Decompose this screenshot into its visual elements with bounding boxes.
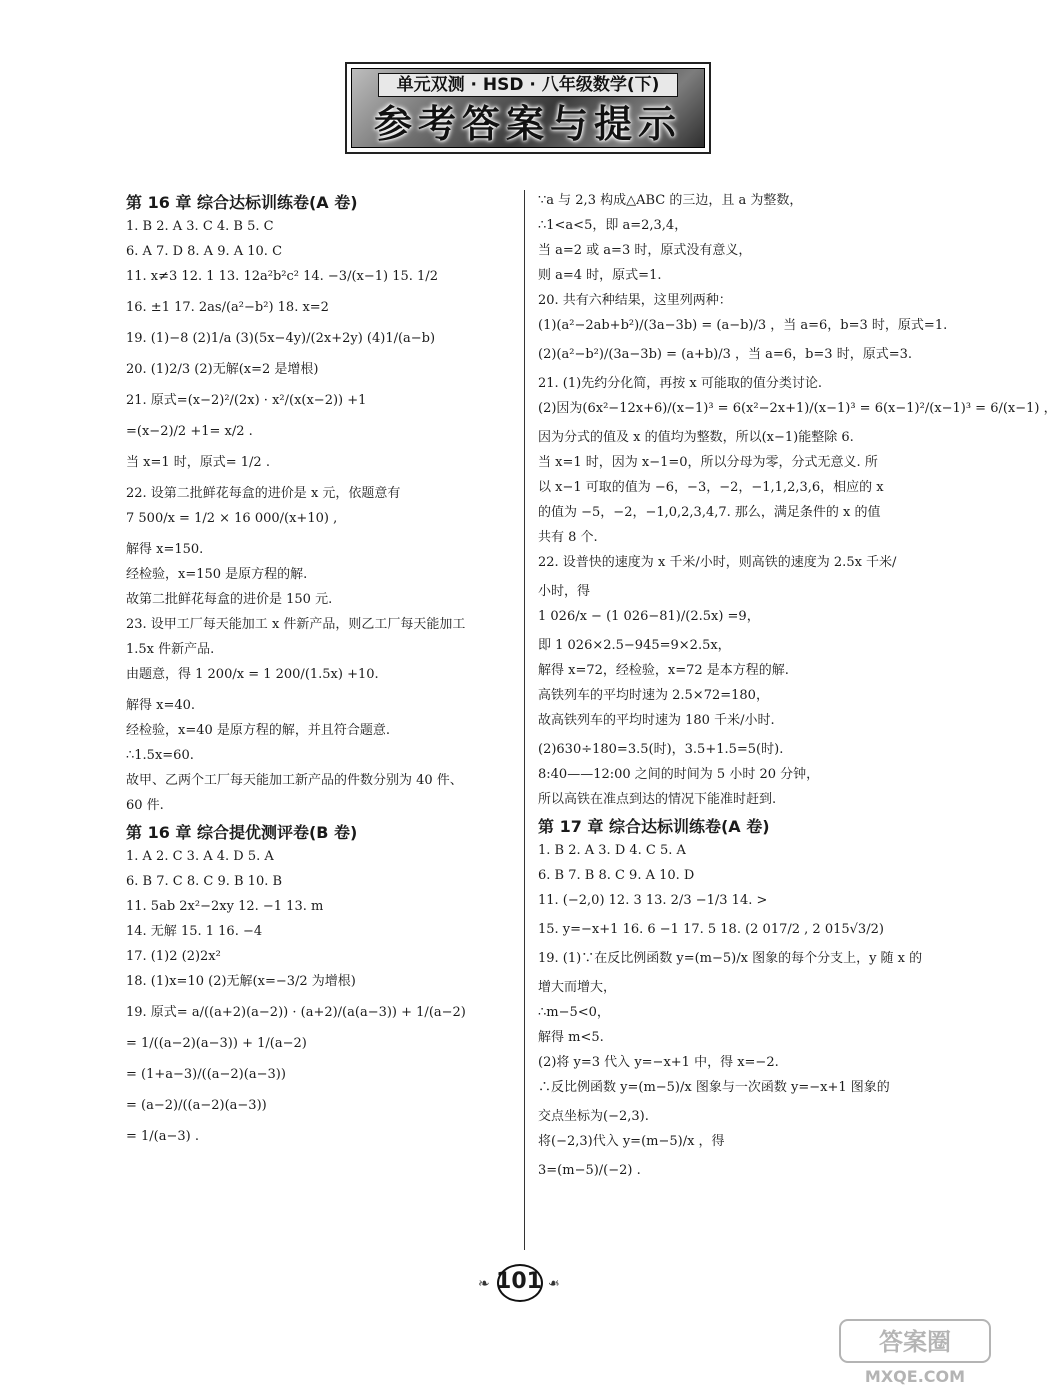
answer-line: 19. (1)∵在反比例函数 y=(m−5)/x 图象的每个分支上，y 随 x 的 xyxy=(538,951,923,966)
answer-line: 1. B 2. A 3. D 4. C 5. A xyxy=(538,843,686,858)
answer-line: 所以高铁在准点到达的情况下能准时赶到. xyxy=(538,792,777,807)
answer-line: 即 1 026×2.5−945=9×2.5x， xyxy=(538,638,731,653)
answer-line: 6. A 7. D 8. A 9. A 10. C xyxy=(126,244,283,259)
answer-line: 1 026/x − (1 026−81)/(2.5x) =9， xyxy=(538,609,760,624)
answer-line: 20. 共有六种结果，这里列两种： xyxy=(538,293,732,308)
page-ornament-left-icon: ❧ xyxy=(478,1276,490,1292)
answer-line: (2)630÷180=3.5(时)，3.5+1.5=5(时). xyxy=(538,742,784,757)
answer-line: 共有 8 个. xyxy=(538,530,598,545)
answer-line: 当 x=1 时，原式= 1/2 . xyxy=(126,455,270,470)
answer-line: 19. 原式= a/((a+2)(a−2)) · (a+2)/(a(a−3)) + 1/(a−2) xyxy=(126,1005,466,1020)
watermark-logo xyxy=(836,1316,996,1388)
answer-line: 11. (−2,0) 12. 3 13. 2/3 −1/3 14. > xyxy=(538,893,768,908)
answer-line: 当 x=1 时，因为 x−1=0，所以分母为零，分式无意义. 所 xyxy=(538,455,878,470)
svg-text:MXQE.COM: MXQE.COM xyxy=(864,1367,966,1386)
answer-line: 经检验，x=150 是原方程的解. xyxy=(126,567,308,582)
answer-line: 6. B 7. B 8. C 9. A 10. D xyxy=(538,868,695,883)
section-heading: 第 16 章 综合达标训练卷(A 卷) xyxy=(126,193,358,212)
answer-line: 解得 x=150. xyxy=(126,542,204,557)
svg-text:答案圈: 答案圈 xyxy=(879,1328,951,1356)
answer-line: 故甲、乙两个工厂每天能加工新产品的件数分别为 40 件、 xyxy=(126,773,463,788)
answer-line: 当 a=2 或 a=3 时，原式没有意义， xyxy=(538,243,752,258)
answer-line: 6. B 7. C 8. C 9. B 10. B xyxy=(126,874,283,889)
answer-line: 则 a=4 时，原式=1. xyxy=(538,268,662,283)
answer-line: 60 件. xyxy=(126,798,164,813)
answer-line: (2)将 y=3 代入 y=−x+1 中，得 x=−2. xyxy=(538,1055,779,1070)
header-banner xyxy=(345,62,711,154)
answer-line: 22. 设第二批鲜花每盒的进价是 x 元，依题意有 xyxy=(126,486,401,501)
answer-line: 高铁列车的平均时速为 2.5×72=180， xyxy=(538,688,769,703)
answer-line: = 1/(a−3) . xyxy=(126,1129,199,1144)
answer-line: 增大而增大， xyxy=(538,980,617,995)
answer-line: (1)(a²−2ab+b²)/(3a−3b) = (a−b)/3 ，当 a=6，b=3 时，原式=1. xyxy=(538,318,948,333)
answer-line: (2)(a²−b²)/(3a−3b) = (a+b)/3 ，当 a=6，b=3 时，原式=3. xyxy=(538,347,912,362)
answer-line: ∴m−5<0， xyxy=(538,1005,610,1020)
answer-line: = (1+a−3)/((a−2)(a−3)) xyxy=(126,1067,286,1082)
banner-title: 参考答案与提示 xyxy=(373,102,682,146)
answer-line: 故高铁列车的平均时速为 180 千米/小时. xyxy=(538,713,775,728)
answer-line: 11. x≠3 12. 1 13. 12a²b²c² 14. −3/(x−1) 15. 1/2 xyxy=(126,269,438,284)
answer-line: 3=(m−5)/(−2) . xyxy=(538,1163,641,1178)
answer-line: 故第二批鲜花每盒的进价是 150 元. xyxy=(126,592,333,607)
answer-line: 21. (1)先约分化简，再按 x 可能取的值分类讨论. xyxy=(538,376,822,391)
answer-line: = (a−2)/((a−2)(a−3)) xyxy=(126,1098,267,1113)
answer-line: (2)因为(6x²−12x+6)/(x−1)³ = 6(x²−2x+1)/(x−1)³ = 6(x−1)²/(x−1)³ = 6/(x−1) ， xyxy=(538,401,1057,416)
answer-line: 1. A 2. C 3. A 4. D 5. A xyxy=(126,849,274,864)
answer-line: 因为分式的值及 x 的值均为整数，所以(x−1)能整除 6. xyxy=(538,430,854,445)
answer-line: 1.5x 件新产品. xyxy=(126,642,215,657)
answer-line: 16. ±1 17. 2as/(a²−b²) 18. x=2 xyxy=(126,300,329,315)
answer-line: 由题意，得 1 200/x = 1 200/(1.5x) +10. xyxy=(126,667,379,682)
answer-line: 18. (1)x=10 (2)无解(x=−3/2 为增根) xyxy=(126,974,356,989)
answer-line: 将(−2,3)代入 y=(m−5)/x ，得 xyxy=(538,1134,725,1149)
answer-line: 22. 设普快的速度为 x 千米/小时，则高铁的速度为 2.5x 千米/ xyxy=(538,555,897,570)
answer-line: 19. (1)−8 (2)1/a (3)(5x−4y)/(2x+2y) (4)1/(a−b) xyxy=(126,331,436,346)
answer-line: 21. 原式=(x−2)²/(2x) · x²/(x(x−2)) +1 xyxy=(126,393,367,408)
answer-line: = 1/((a−2)(a−3)) + 1/(a−2) xyxy=(126,1036,307,1051)
answer-line: ∴反比例函数 y=(m−5)/x 图象与一次函数 y=−x+1 图象的 xyxy=(538,1080,890,1095)
answer-line: 17. (1)2 (2)2x² xyxy=(126,949,221,964)
answer-line: 14. 无解 15. 1 16. −4 xyxy=(126,924,263,939)
answer-line: 解得 x=72，经检验，x=72 是本方程的解. xyxy=(538,663,789,678)
answer-line: 23. 设甲工厂每天能加工 x 件新产品，则乙工厂每天能加工 xyxy=(126,617,466,632)
page-ornament-right-icon: ❧ xyxy=(548,1276,560,1292)
page-number: 101 xyxy=(495,1262,543,1302)
answer-line: 20. (1)2/3 (2)无解(x=2 是增根) xyxy=(126,362,319,377)
answer-line: 15. y=−x+1 16. 6 −1 17. 5 18. (2 017/2 , 2 015√3/2) xyxy=(538,922,884,937)
answer-line: 以 x−1 可取的值为 −6，−3，−2，−1,1,2,3,6，相应的 x xyxy=(538,480,884,495)
column-divider xyxy=(524,190,525,1250)
answer-line: 7 500/x = 1/2 × 16 000/(x+10) , xyxy=(126,511,338,526)
answer-line: 解得 m<5. xyxy=(538,1030,604,1045)
banner-subtitle: 单元双测 · HSD · 八年级数学(下) xyxy=(378,73,678,97)
answer-line: ∴1.5x=60. xyxy=(126,748,194,763)
answer-line: ∵a 与 2,3 构成△ABC 的三边，且 a 为整数， xyxy=(538,193,803,208)
answer-line: =(x−2)/2 +1= x/2 . xyxy=(126,424,253,439)
section-heading: 第 16 章 综合提优测评卷(B 卷) xyxy=(126,823,358,842)
answer-line: 1. B 2. A 3. C 4. B 5. C xyxy=(126,219,274,234)
answer-line: ∴1<a<5，即 a=2,3,4， xyxy=(538,218,688,233)
answer-line: 解得 x=40. xyxy=(126,698,196,713)
answer-line: 经检验，x=40 是原方程的解，并且符合题意. xyxy=(126,723,391,738)
answer-line: 11. 5ab 2x²−2xy 12. −1 13. m xyxy=(126,899,324,914)
banner-background xyxy=(351,68,705,148)
answer-line: 交点坐标为(−2,3). xyxy=(538,1109,649,1124)
section-heading: 第 17 章 综合达标训练卷(A 卷) xyxy=(538,817,770,836)
answer-line: 的值为 −5，−2，−1,0,2,3,4,7. 那么，满足条件的 x 的值 xyxy=(538,505,881,520)
answer-line: 8:40——12:00 之间的时间为 5 小时 20 分钟， xyxy=(538,767,820,782)
answer-line: 小时，得 xyxy=(538,584,591,599)
